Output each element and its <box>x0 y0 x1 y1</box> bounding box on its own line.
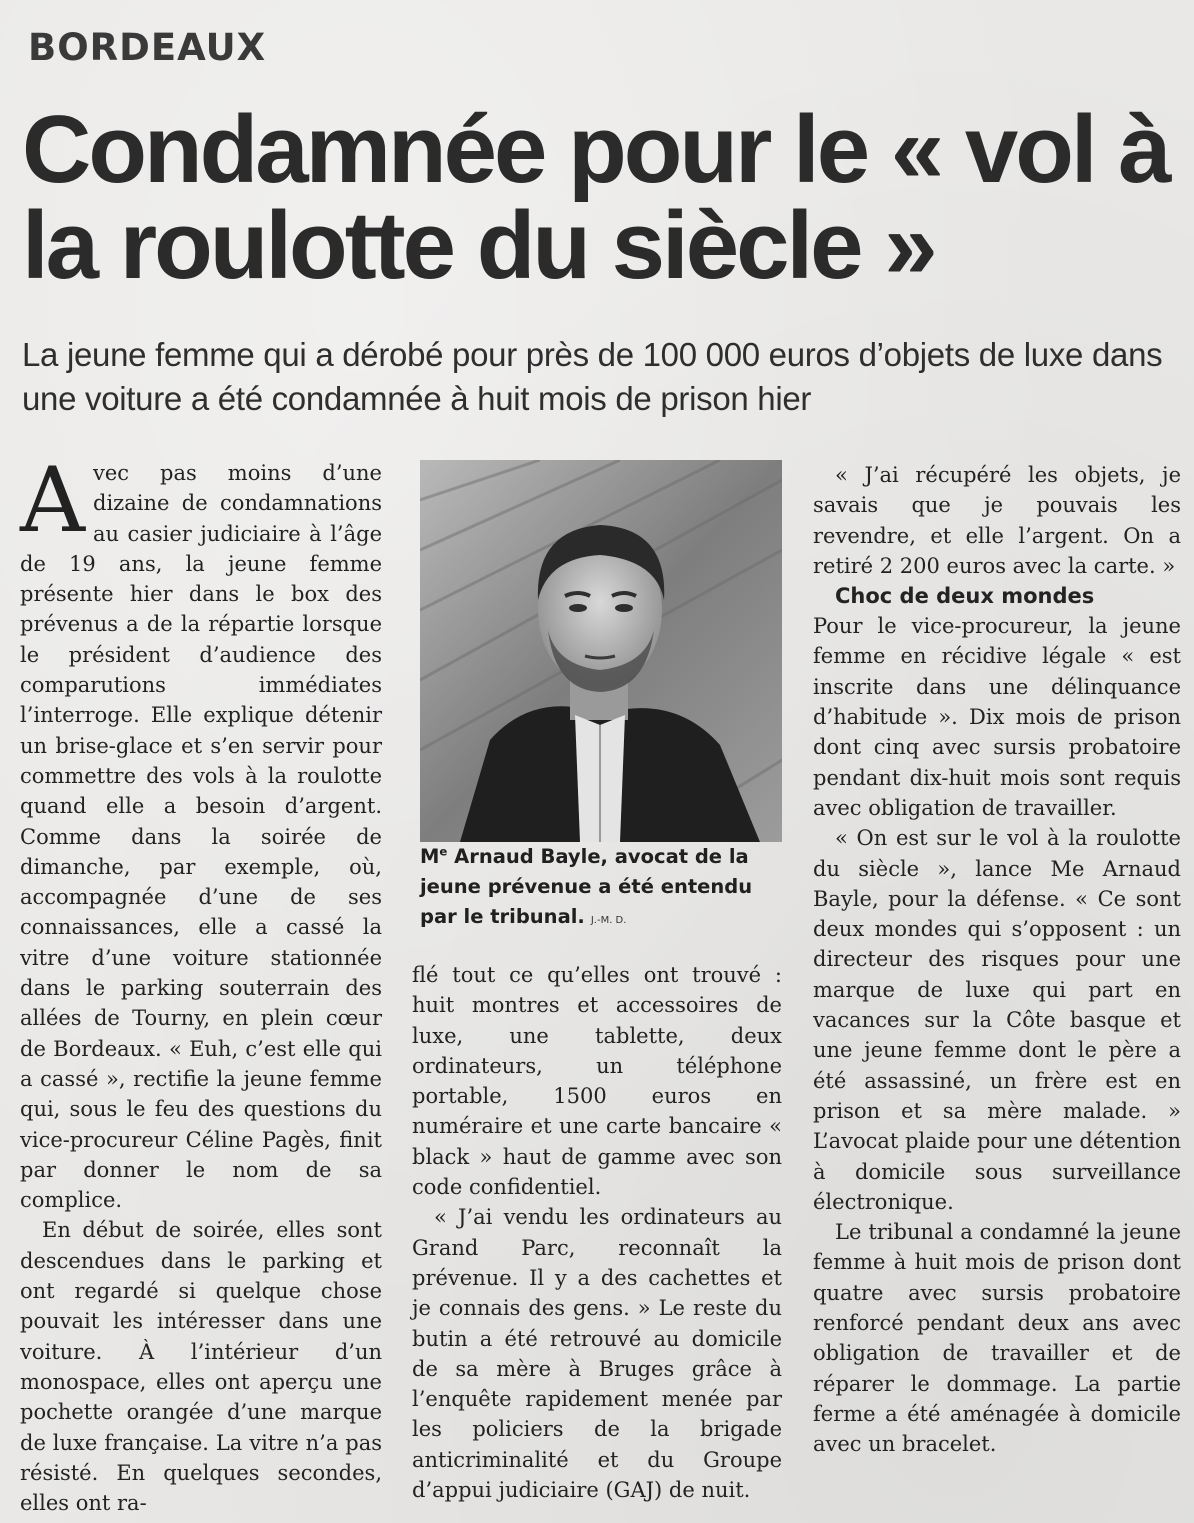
body-paragraph-7: « On est sur le vol à la roulotte du siècle », lance Me Arnaud Bayle, pour la défense. « Ce sont deux mondes qui s’opposent : un directeur des risques pour une marque de luxe qui part en vacances sur la Côte basque et une jeune femme dont le père a été assassiné, un frère est en prison et sa mère malade. » L’avocat plaide pour une détention à domicile sous surveillance électronique. <box>813 826 1182 1214</box>
article-deck: La jeune femme qui a dérobé pour près de 100 000 euros d’objets de luxe dans une voiture a été condamnée à huit mois de prison hier <box>22 336 1163 417</box>
lawyer-photo <box>420 460 782 842</box>
body-paragraph-3: flé tout ce qu’elles ont trouvé : huit montres et accessoires de luxe, une tablette, deux ordinateurs, un téléphone portable, 1500 euros en numéraire et une carte bancaire « black » haut de gamme avec son code confidentiel. <box>412 963 782 1200</box>
article-column-2 <box>412 960 782 1505</box>
article-headline: Condamnée pour le « vol à la roulotte du siècle » <box>22 96 1169 299</box>
body-paragraph-8: Le tribunal a condamné la jeune femme à huit mois de prison dont quatre avec sursis probatoire renforcé pendant deux ans avec obligation de travailler et de réparer le dommage. La partie ferme a été aménagée à domicile avec un bracelet. <box>813 1220 1181 1457</box>
body-paragraph-5: « J’ai récupéré les objets, je savais que je pouvais les revendre, et elle l’argent. On a retiré 2 200 euros avec la carte. » <box>813 463 1181 578</box>
body-paragraph-2: En début de soirée, elles sont descendues dans le parking et ont regardé si quelque chose pouvait les intéresser dans une voiture. À l’intérieur d’un monospace, elles ont aperçu une pochette orangée d’une marque de luxe française. La vitre n’a pas résisté. En quelques secondes, elles ont ra- <box>20 1218 382 1516</box>
article-column-3 <box>813 460 1181 1460</box>
body-paragraph-1 <box>20 448 382 1215</box>
article-column-1 <box>20 448 382 1518</box>
photo-caption <box>420 842 790 936</box>
article-subhead: Choc de deux mondes <box>835 584 1095 609</box>
body-paragraph-4: « J’ai vendu les ordinateurs au Grand Parc, reconnaît la prévenue. Il y a des cachettes et je connais des gens. » Le reste du butin a été retrouvé au domicile de sa mère à Bruges grâce à l’enquête rapidement menée par les policiers de la brigade anticriminalité et du Groupe d’appui judiciaire (GAJ) de nuit. <box>412 1205 782 1503</box>
caption-text: Me Arnaud Bayle, avocat de la jeune prévenue a été entendu par le tribunal. <box>420 844 753 928</box>
drop-cap: A <box>20 448 85 553</box>
body-paragraph-1-text: vec pas moins d’une dizaine de condamnations au casier judiciaire à l’âge de 19 ans, la jeune femme présente hier dans le box des prévenus a de la répartie lorsque le président d’audience des comparutions immédiates l’interroge. Elle explique détenir un brise-glace et s’en servir pour commettre des vols à la roulotte quand elle a besoin d’argent. Comme dans la soirée de dimanche, par exemple, où, accompagnée d’une de ses connaissances, elle a cassé la vitre d’une voiture stationnée dans le parking souterrain des allées de Tourny, en plein cœur de Bordeaux. « Euh, c’est elle qui a cassé », rectifie la jeune femme qui, sous le feu des questions du vice-procureur Céline Pagès, finit par donner le nom de sa complice. <box>20 461 382 1213</box>
article-kicker: BORDEAUX <box>28 26 267 69</box>
portrait-illustration <box>420 460 782 842</box>
photo-credit: J.-M. D. <box>590 915 627 926</box>
body-paragraph-6: Pour le vice-procureur, la jeune femme en récidive légale « est inscrite dans une délinquance d’habitude ». Dix mois de prison dont cinq avec sursis probatoire pendant dix-huit mois sont requis avec obligation de travailler. <box>813 614 1181 820</box>
